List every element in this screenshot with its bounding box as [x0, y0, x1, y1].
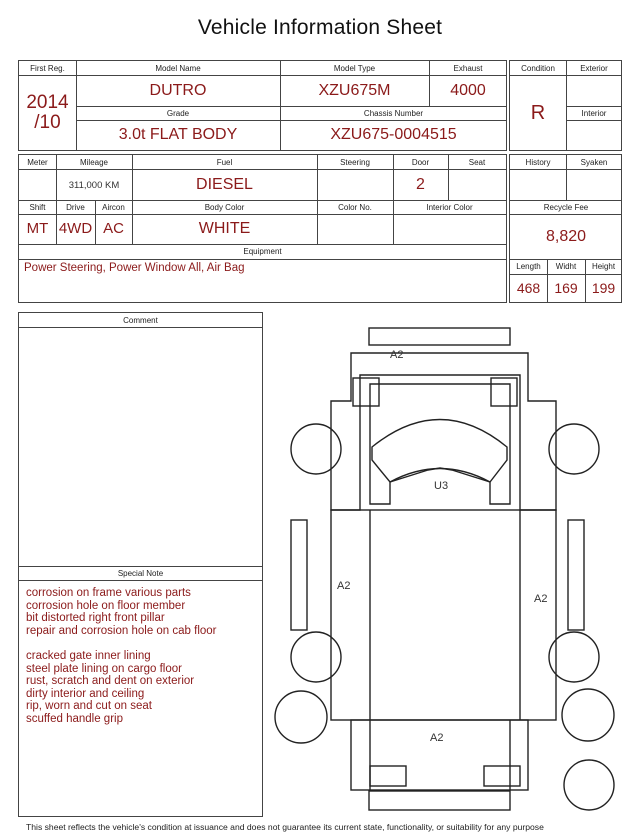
meter-label: Meter	[27, 158, 48, 167]
shift-value: MT	[26, 220, 49, 237]
rear-bumper	[369, 791, 510, 810]
history-label: History	[525, 158, 551, 167]
right-damage-mark: A2	[534, 593, 548, 605]
rear-damage-mark: A2	[430, 732, 444, 744]
exhaust-value: 4000	[450, 82, 486, 99]
wheel-mid-left	[291, 632, 341, 682]
model-type-value: XZU675M	[318, 82, 391, 99]
shift-label: Shift	[29, 203, 46, 212]
body-color-label: Body Color	[204, 203, 245, 212]
interior-color-label: Interior Color	[426, 203, 473, 212]
first-reg-month: /10	[34, 112, 61, 133]
equipment-label: Equipment	[243, 247, 282, 256]
wheel-rear-right	[562, 689, 614, 741]
grade-value: 3.0t FLAT BODY	[118, 126, 238, 143]
left-mirror	[353, 378, 379, 406]
wheel-front-left	[291, 424, 341, 474]
grade-label: Grade	[166, 109, 190, 118]
chassis-value: XZU675-0004515	[330, 126, 457, 143]
door-value: 2	[416, 176, 425, 193]
front-damage-mark: A2	[390, 349, 404, 361]
special-note-label: Special Note	[117, 569, 164, 578]
length-label: Length	[516, 262, 541, 271]
condition-label: Condition	[521, 64, 555, 73]
width-label: Widht	[555, 262, 577, 271]
model-name-value: DUTRO	[149, 82, 207, 99]
height-value: 199	[591, 280, 616, 296]
fuel-value: DIESEL	[196, 176, 253, 193]
special-note-line: steel plate lining on cargo floor	[26, 662, 182, 675]
chassis-label: Chassis Number	[363, 109, 424, 118]
special-note-line: rip, worn and cut on seat	[26, 700, 152, 713]
rear-gate	[351, 720, 528, 790]
width-value: 169	[554, 280, 578, 296]
fuel-label: Fuel	[216, 158, 233, 167]
recycle-value: 8,820	[545, 228, 587, 245]
model-name-label: Model Name	[155, 64, 201, 73]
recycle-label: Recycle Fee	[543, 203, 589, 212]
body-color-value: WHITE	[198, 220, 251, 237]
special-note-line: bit distorted right front pillar	[26, 612, 165, 625]
color-no-label: Color No.	[338, 203, 372, 212]
wheel-rear-left	[275, 691, 327, 743]
page-title: Vehicle Information Sheet	[197, 16, 443, 39]
windshield-damage-mark: U3	[434, 480, 449, 492]
left-damage-mark: A2	[337, 580, 351, 592]
special-note-line: scuffed handle grip	[26, 712, 123, 725]
front-bumper	[369, 328, 510, 345]
condition-value: R	[530, 102, 546, 124]
door-label: Door	[411, 158, 430, 167]
mileage-value: 311,000 KM	[68, 180, 120, 191]
height-label: Height	[591, 262, 616, 271]
special-note-line: corrosion hole on floor member	[26, 599, 186, 612]
special-note-line: cracked gate inner lining	[26, 649, 151, 662]
right-side-panel	[568, 520, 584, 630]
interior-label: Interior	[581, 109, 607, 118]
rear-light-left	[370, 766, 406, 786]
rear-light-right	[484, 766, 520, 786]
equipment-value: Power Steering, Power Window All, Air Bag	[24, 262, 245, 274]
first-reg-label: First Reg.	[30, 64, 65, 73]
special-note-line: rust, scratch and dent on exterior	[26, 675, 195, 688]
windshield	[372, 420, 507, 483]
special-note-line: corrosion on frame various parts	[26, 587, 191, 599]
aircon-label: Aircon	[102, 203, 125, 212]
first-reg-year: 2014	[26, 92, 69, 113]
special-note-line: repair and corrosion hole on cab floor	[26, 624, 217, 637]
steering-label: Steering	[340, 158, 370, 167]
length-value: 468	[516, 280, 541, 296]
exterior-label: Exterior	[580, 64, 608, 73]
right-mirror	[491, 378, 517, 406]
seat-label: Seat	[468, 158, 486, 167]
drive-label: Drive	[66, 203, 85, 212]
disclaimer-footer: This sheet reflects the vehicle's condition at issuance and does not guarantee its current state, functionality, or suitability for any purpose	[26, 822, 544, 832]
cargo-bed	[331, 510, 556, 720]
drive-value: 4WD	[58, 220, 93, 237]
aircon-value: AC	[103, 220, 124, 237]
left-side-panel	[291, 520, 307, 630]
model-type-label: Model Type	[333, 64, 376, 73]
comment-label: Comment	[123, 316, 158, 325]
mileage-label: Mileage	[79, 158, 108, 167]
special-note-line: dirty interior and ceiling	[26, 687, 145, 700]
syaken-label: Syaken	[580, 158, 608, 167]
exhaust-label: Exhaust	[453, 64, 483, 73]
spare-wheel	[564, 760, 614, 810]
